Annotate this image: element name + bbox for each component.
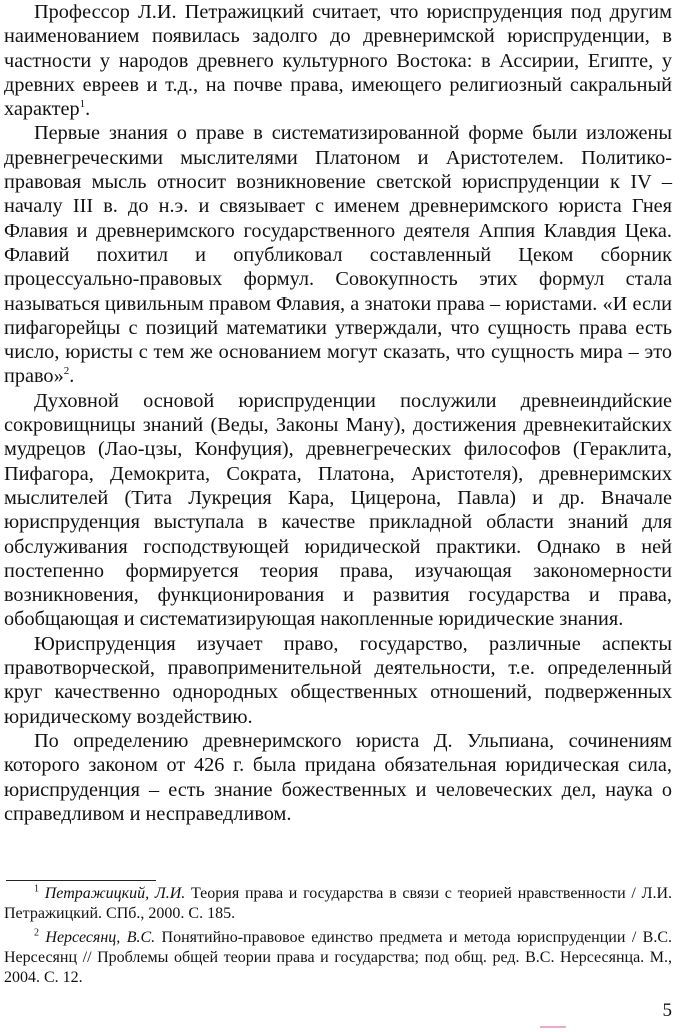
- footnote-2: [4, 928, 672, 988]
- paragraph-1-text: Профессор Л.И. Петражицкий считает, что юриспруденция под другим наименованием появилась задолго до древнеримской юриспруденции, в частности у народов древнего культурного Востока: в Ассирии, Египте, у древних евреев и т.д., на почве права, имеющего религиозный сакральный характер: [4, 1, 672, 121]
- paragraph-2-text: Первые знания о праве в систематизированной форме были изложены древнегреческими мыслителями Платоном и Аристотелем. Политико-правовая мысль относит возникновение светской юриспруденции к IV – началу III в. до н.э. и связывает с именем древнеримского юриста Гнея Флавия и древнеримского государственного деятеля Аппия Клавдия Цека. Флавий похитил и опубликовал составленный Цеком сборник процессуально-правовых формул. Совокупность этих формул стала называться цивильным правом Флавия, а знатоки права – юристами. «И если пифагорейцы с позиций математики утверждали, что сущность права есть число, юристы с тем же основанием могут сказать, что сущность мира – это право»: [4, 122, 672, 388]
- footnote-ref-1: 1: [79, 98, 86, 111]
- paragraph-2-tail: .: [69, 365, 75, 388]
- paragraph-3: [4, 389, 672, 632]
- page-number: 5: [662, 1000, 672, 1021]
- paragraph-1: [4, 0, 672, 121]
- paragraph-4-text: Юриспруденция изучает право, государство, различные аспекты правотворческой, правоприменительной деятельности, т.е. определенный круг качественно однородных общественных отношений, подверженных юридическому воздействию.: [4, 632, 672, 728]
- footnote-2-mark: 2: [34, 927, 39, 939]
- footnote-1-text: Теория права и государства в связи с теорией нравственности / Л.И. Петражицкий. СПб., 2000. С. 185.: [4, 885, 673, 922]
- footnote-2-author: Нерсесянц, В.С.: [45, 929, 156, 946]
- print-mark: [540, 1026, 566, 1028]
- paragraph-3-text: Духовной основой юриспруденции послужили древнеиндийские сокровищницы знаний (Веды, Законы Ману), достижения древнекитайских мудрецов (Лао-цзы, Конфуция), древнегреческих философов (Гераклита, Пифагора, Демокрита, Сократа, Платона, Аристотеля), древнеримских мыслителей (Тита Лукреция Кара, Цицерона, Павла) и др. Вначале юриспруденция выступала в качестве прикладной области знаний для обслуживания господствующей юридической практики. Однако в ней постепенно формируется теория права, изучающая закономерности возникновения, функционирования и развития государства и права, обобщающая и систематизирующая накопленные юридические знания.: [4, 389, 672, 631]
- paragraph-5: [4, 729, 672, 826]
- footnote-1-author: Петражицкий, Л.И.: [44, 885, 186, 902]
- paragraph-5-text: По определению древнеримского юриста Д. Ульпиана, сочинениям которого законом от 426 г. была придана обязательная юридическая сила, юриспруденция – есть знание божественных и человеческих дел, наука о справедливом и несправедливом.: [4, 729, 672, 825]
- main-text: [4, 0, 672, 826]
- footnote-1-mark: 1: [34, 883, 39, 895]
- footnotes: [4, 884, 672, 988]
- footnote-1: [4, 884, 672, 924]
- footnote-2-text: Понятийно-правовое единство предмета и метода юриспруденции / В.С. Нерсесянц // Проблемы общей теории права и государства; под общ. ред. В.С. Нерсесянца. М., 2004. С. 12.: [4, 929, 672, 986]
- footnote-ref-2: 2: [63, 365, 70, 378]
- footnote-divider: [6, 880, 156, 881]
- paragraph-4: [4, 632, 672, 729]
- paragraph-2: [4, 121, 672, 388]
- paragraph-1-tail: .: [85, 98, 91, 121]
